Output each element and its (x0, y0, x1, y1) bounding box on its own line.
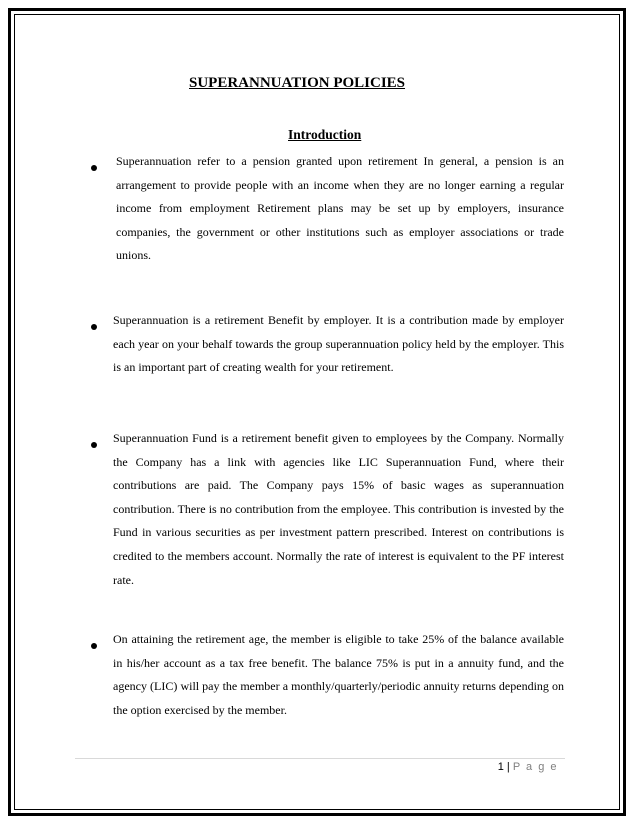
list-item (88, 628, 564, 722)
list-item (88, 427, 564, 592)
list-item-text: On attaining the retirement age, the member is eligible to take 25% of the balance available in his/her account as a tax free benefit. The balance 75% is put in a annuity fund, and the agency (LIC) will pay the member a monthly/quarterly/periodic annuity returns depending on the option exercised by the member. (113, 632, 564, 717)
list-item-text: Superannuation Fund is a retirement benefit given to employees by the Company. Normally the Company has a link with agencies like LIC Superannuation Fund, where their contributions are paid. The Company pays 15% of basic wages as superannuation contribution. There is no contribution from the employee. This contribution is invested by the Fund in various securities as per investment pattern prescribed. Interest on contributions is credited to the members account. Normally the rate of interest is equivalent to the PF interest rate. (113, 431, 564, 587)
document-title: SUPERANNUATION POLICIES (189, 75, 406, 91)
list-item (88, 309, 564, 380)
footer-separator: | (506, 761, 510, 773)
footer-divider (75, 758, 565, 759)
page-label: P a g e (512, 761, 558, 773)
page-number: 1 (497, 761, 504, 773)
list-item (88, 150, 564, 268)
section-heading: Introduction (288, 127, 362, 142)
list-item-text: Superannuation is a retirement Benefit by employer. It is a contribution made by employer each year on your behalf towards the group superannuation policy held by the employer. This is an important part of creating wealth for your retirement. (113, 313, 564, 375)
page-footer (498, 761, 558, 773)
list-item-text: Superannuation refer to a pension granted upon retirement In general, a pension is an arrangement to provide people with an income when they are no longer earning a regular income from employment Retirement plans may be set up by employers, insurance companies, the government or other institutions such as employer associations or trade unions. (116, 154, 564, 263)
